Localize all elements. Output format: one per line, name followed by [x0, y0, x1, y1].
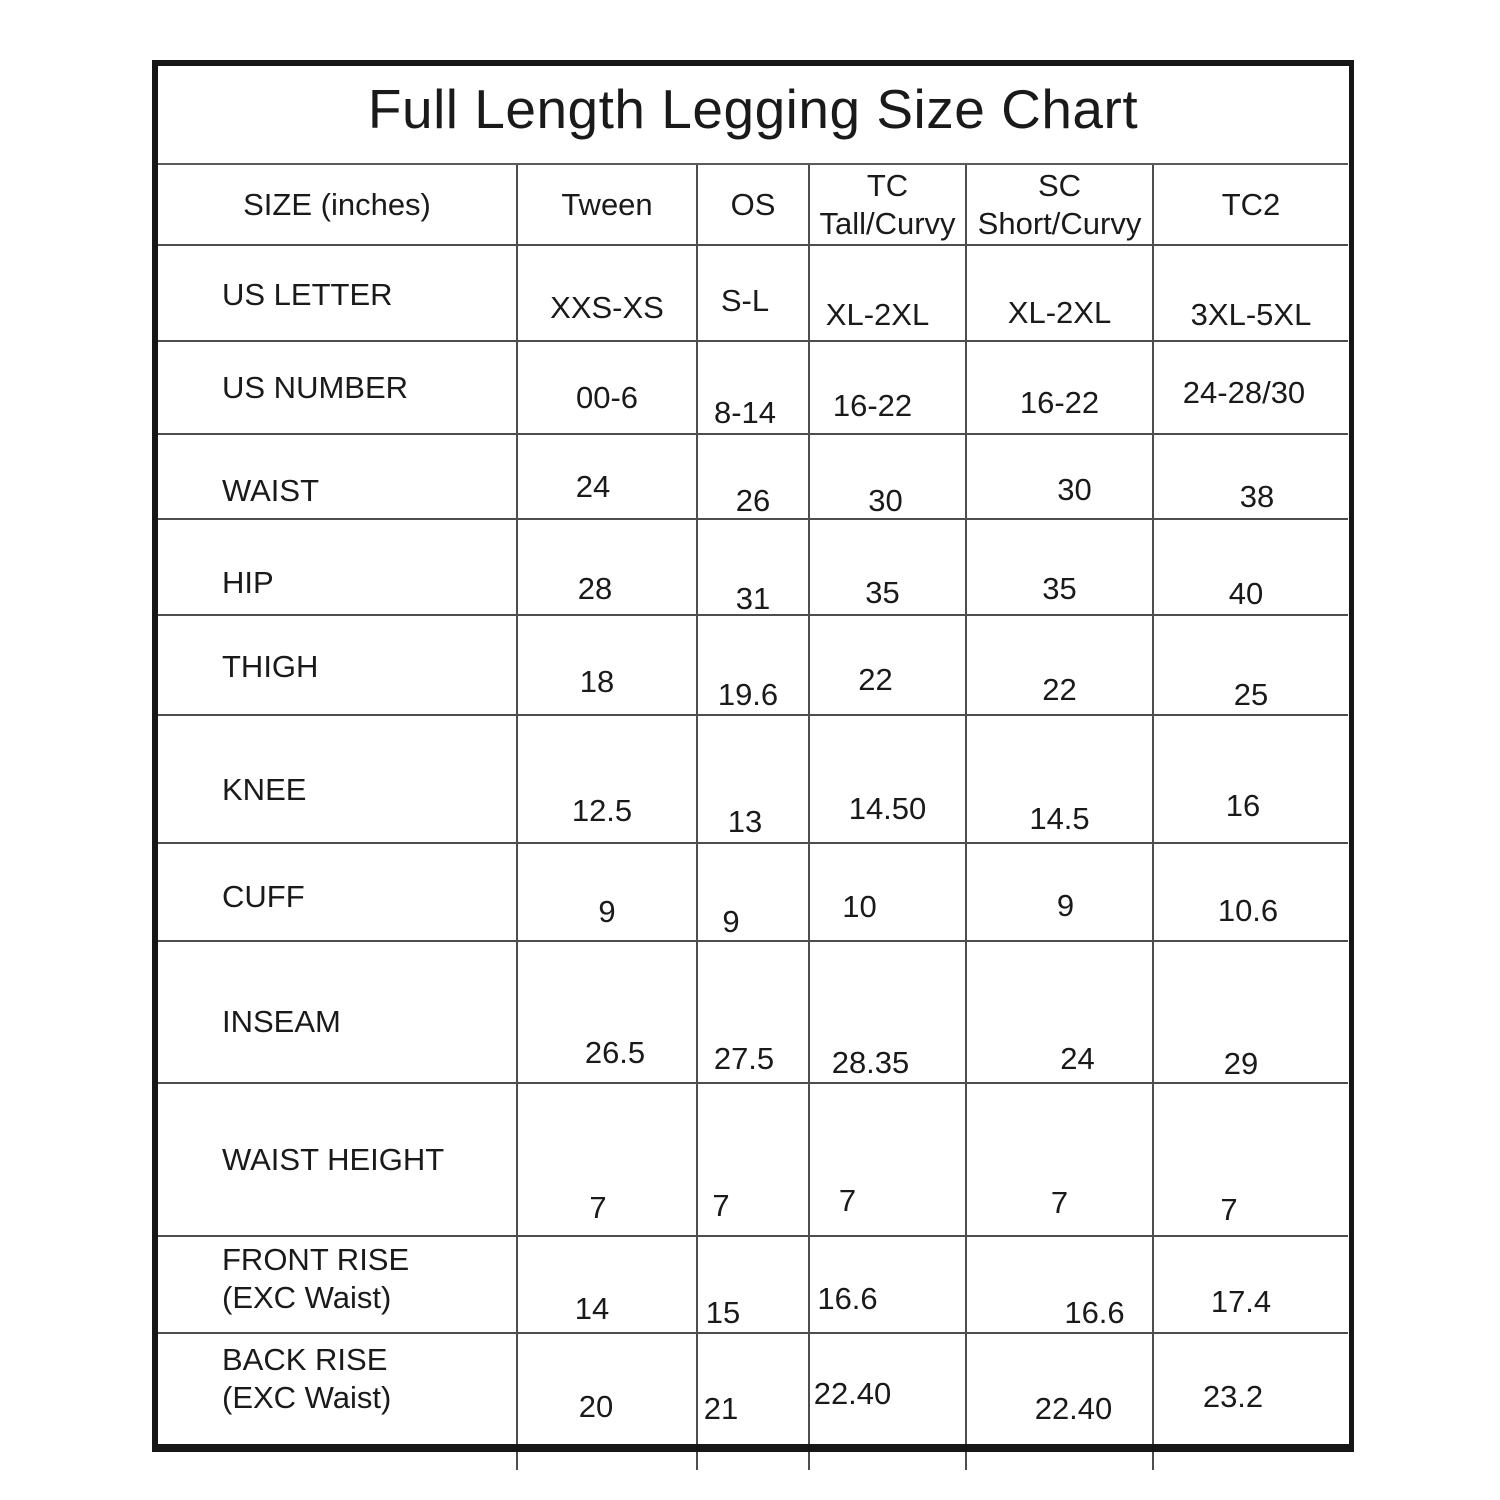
value-text: 23.2 [1202, 1379, 1264, 1414]
table-cell [1154, 716, 1348, 844]
table-cell [810, 246, 967, 342]
value-text: 24 [1060, 1041, 1095, 1076]
value-text: 24 [575, 468, 611, 504]
table-cell [967, 246, 1154, 342]
table-cell [518, 1237, 698, 1334]
value-text: 16-22 [1019, 384, 1100, 420]
row-label-text: US NUMBER [222, 369, 409, 405]
table-cell [1154, 942, 1348, 1084]
table-cell [698, 616, 810, 716]
row-label-text: HIP [222, 565, 274, 600]
row-label-hip [158, 520, 518, 616]
value-text: 40 [1228, 576, 1264, 611]
table-cell [698, 435, 810, 520]
table-cell [1154, 1084, 1348, 1237]
table-cell [518, 520, 698, 616]
table-cell [810, 342, 967, 435]
header-col-sc-text: SC Short/Curvy [977, 167, 1142, 241]
value-text: 16-22 [832, 387, 913, 423]
header-col-os-text: OS [730, 186, 776, 222]
row-label-text: CUFF [222, 879, 305, 914]
table-cell [967, 1237, 1154, 1334]
value-text: 7 [712, 1187, 730, 1223]
value-text: 30 [1057, 471, 1092, 507]
grid-line-stub [516, 1452, 518, 1470]
table-cell [698, 246, 810, 342]
row-label-text: FRONT RISE (EXC Waist) [222, 1241, 410, 1315]
table-cell [518, 844, 698, 942]
row-label-inseam [158, 942, 518, 1084]
header-col-sc [967, 165, 1154, 246]
header-col-tween [518, 165, 698, 246]
table-cell [967, 1334, 1154, 1444]
size-chart [152, 60, 1354, 1452]
row-label-text: US LETTER [222, 277, 393, 312]
value-text: 19.6 [717, 677, 779, 712]
value-text: 25 [1233, 677, 1269, 712]
value-text: XL-2XL [1007, 295, 1112, 330]
table-cell [967, 616, 1154, 716]
value-text: 35 [1042, 571, 1077, 606]
table-cell [1154, 342, 1348, 435]
row-label-waist [158, 435, 518, 520]
value-text: 8-14 [713, 394, 777, 430]
row-label-back-rise [158, 1334, 518, 1444]
header-col-tween-text: Tween [561, 186, 653, 222]
header-col-os [698, 165, 810, 246]
table-cell [518, 942, 698, 1084]
grid-line-stub [1152, 1452, 1154, 1470]
value-text: 9 [598, 894, 616, 929]
table-cell [698, 520, 810, 616]
row-label-knee [158, 716, 518, 844]
header-col-tc-text: TC Tall/Curvy [819, 167, 956, 241]
grid-line-stub [696, 1452, 698, 1470]
table-cell [698, 716, 810, 844]
table-cell [518, 716, 698, 844]
value-text: 22.40 [1034, 1391, 1113, 1426]
value-text: 7 [589, 1189, 607, 1225]
value-text: 17.4 [1210, 1283, 1272, 1319]
row-label-text: WAIST [222, 472, 320, 508]
value-text: 7 [1220, 1191, 1238, 1227]
value-text: 21 [703, 1391, 739, 1426]
table-cell [1154, 246, 1348, 342]
value-text: 16 [1225, 788, 1261, 823]
row-label-us-letter [158, 246, 518, 342]
value-text: 16.6 [817, 1280, 878, 1316]
value-text: 26.5 [584, 1035, 646, 1070]
table-cell [1154, 1237, 1348, 1334]
table-cell [518, 1084, 698, 1237]
table-cell [518, 435, 698, 520]
value-text: 28.35 [831, 1045, 910, 1080]
table-cell [967, 435, 1154, 520]
row-label-text: BACK RISE (EXC Waist) [222, 1342, 392, 1415]
value-text: 00-6 [575, 379, 639, 415]
value-text: 9 [1056, 888, 1075, 923]
table-cell [698, 342, 810, 435]
value-text: 29 [1223, 1046, 1259, 1081]
table-cell [810, 1237, 967, 1334]
table-cell [810, 716, 967, 844]
value-text: 20 [578, 1389, 614, 1424]
value-text: S-L [720, 283, 770, 318]
table-cell [810, 520, 967, 616]
row-label-text: WAIST HEIGHT [222, 1141, 445, 1177]
value-text: 31 [735, 581, 771, 616]
value-text: 24-28/30 [1182, 374, 1306, 410]
value-text: 13 [727, 804, 763, 839]
value-text: 16.6 [1064, 1294, 1125, 1330]
table-cell [1154, 616, 1348, 716]
value-text: 22 [858, 662, 893, 697]
table-cell [518, 246, 698, 342]
table-cell [1154, 1334, 1348, 1444]
row-label-cuff [158, 844, 518, 942]
header-size-label-text: SIZE (inches) [243, 186, 431, 222]
table-cell [810, 1084, 967, 1237]
value-text: 38 [1239, 478, 1275, 514]
row-label-text: KNEE [222, 772, 307, 807]
row-label-text: INSEAM [222, 1004, 341, 1039]
table-cell [810, 942, 967, 1084]
table-cell [967, 342, 1154, 435]
value-text: 14 [574, 1290, 610, 1326]
value-text: 18 [579, 664, 615, 699]
header-col-tc2 [1154, 165, 1348, 246]
value-text: 35 [865, 575, 900, 610]
table-cell [698, 844, 810, 942]
table-cell [1154, 435, 1348, 520]
value-text: 22 [1042, 672, 1077, 707]
value-text: 27.5 [713, 1041, 775, 1076]
value-text: 12.5 [571, 793, 633, 828]
value-text: 7 [1050, 1184, 1069, 1220]
table-cell [698, 1237, 810, 1334]
value-text: 14.5 [1029, 801, 1090, 836]
row-label-text: THIGH [222, 649, 319, 684]
value-text: XL-2XL [825, 297, 930, 332]
value-text: 9 [722, 904, 740, 939]
header-col-tc [810, 165, 967, 246]
grid-line-stub [965, 1452, 967, 1470]
table-cell [518, 342, 698, 435]
table-cell [967, 844, 1154, 942]
table-cell [810, 435, 967, 520]
row-label-front-rise [158, 1237, 518, 1334]
table-cell [1154, 844, 1348, 942]
value-text: 26 [735, 482, 771, 518]
row-label-thigh [158, 616, 518, 716]
row-label-us-number [158, 342, 518, 435]
header-col-tc2-text: TC2 [1221, 186, 1281, 222]
value-text: 7 [838, 1182, 857, 1218]
chart-title-text: Full Length Legging Size Chart [367, 77, 1139, 140]
header-size-label [158, 165, 518, 246]
table-cell [698, 1084, 810, 1237]
table-cell [698, 942, 810, 1084]
value-text: 10 [842, 889, 877, 924]
value-text: 15 [705, 1294, 741, 1330]
value-text: 22.40 [813, 1376, 892, 1411]
value-text: 3XL-5XL [1190, 297, 1312, 332]
table-cell [967, 942, 1154, 1084]
value-text: 28 [577, 571, 613, 606]
table-cell [1154, 520, 1348, 616]
table-cell [967, 716, 1154, 844]
chart-title [158, 66, 1348, 165]
value-text: 10.6 [1217, 893, 1279, 928]
grid-line-stub [808, 1452, 810, 1470]
table-cell [810, 1334, 967, 1444]
table-cell [810, 844, 967, 942]
table-cell [518, 616, 698, 716]
table-cell [967, 1084, 1154, 1237]
table-cell [698, 1334, 810, 1444]
table-cell [518, 1334, 698, 1444]
row-label-waist-height [158, 1084, 518, 1237]
value-text: XXS-XS [550, 290, 664, 325]
value-text: 30 [868, 482, 903, 518]
value-text: 14.50 [848, 791, 927, 826]
table-cell [810, 616, 967, 716]
table-cell [967, 520, 1154, 616]
size-chart-grid [158, 66, 1348, 1444]
